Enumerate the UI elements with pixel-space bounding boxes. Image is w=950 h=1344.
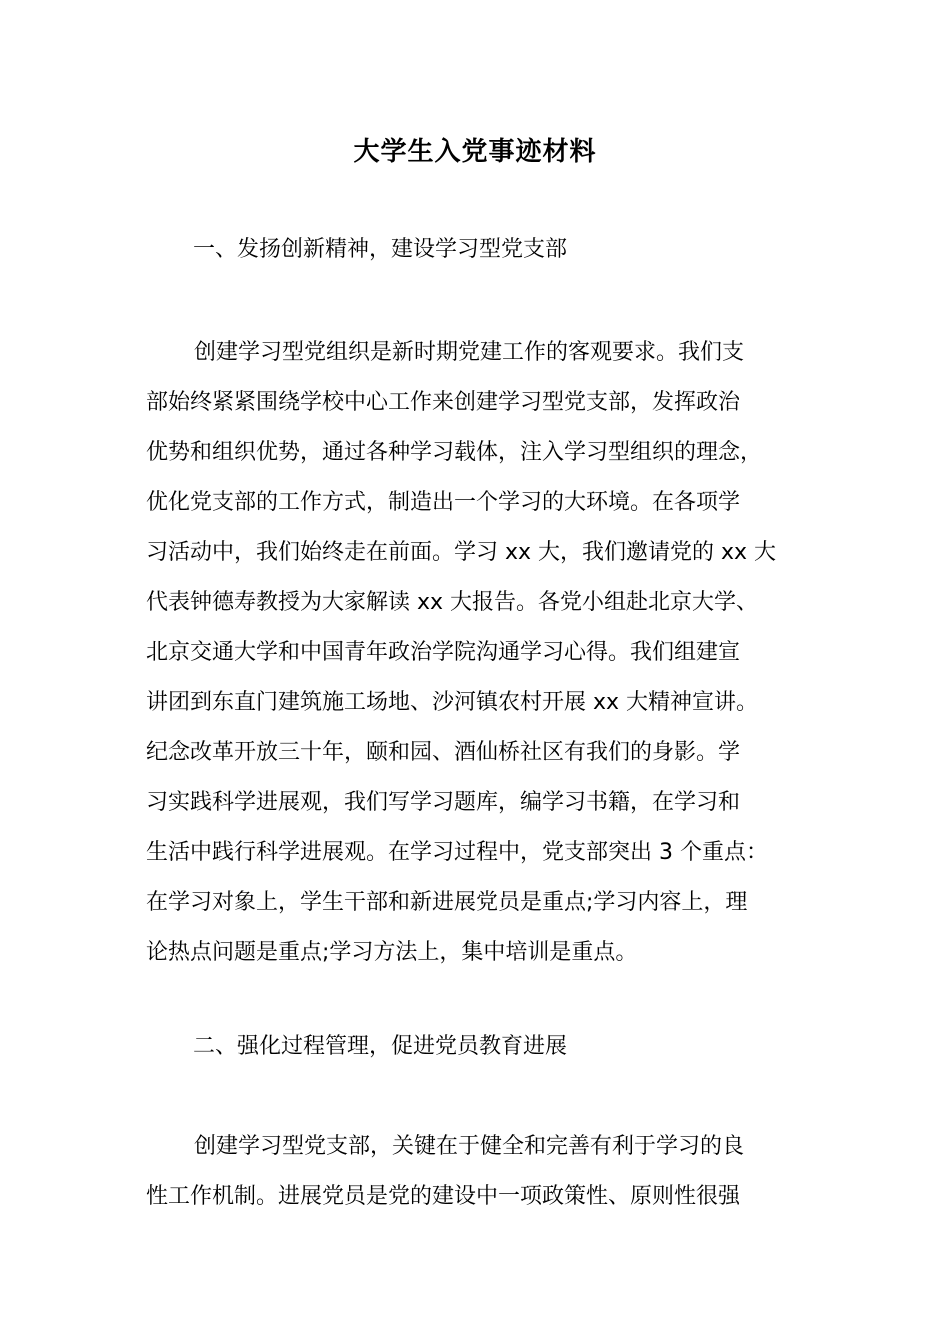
paragraph-line: 在学习对象上，学生干部和新进展党员是重点;学习内容上，理 <box>146 890 748 915</box>
paragraph-line: 习实践科学进展观，我们写学习题库，编学习书籍，在学习和 <box>146 790 741 815</box>
section-heading-1: 一、发扬创新精神，建设学习型党支部 <box>193 237 568 262</box>
paragraph-line: 部始终紧紧围绕学校中心工作来创建学习型党支部，发挥政治 <box>146 390 741 415</box>
paragraph-line: 性工作机制。进展党员是党的建设中一项政策性、原则性很强 <box>146 1184 741 1209</box>
paragraph-line: 纪念改革开放三十年，颐和园、酒仙桥社区有我们的身影。学 <box>146 740 741 765</box>
paragraph-line: 优化党支部的工作方式，制造出一个学习的大环境。在各项学 <box>146 490 741 515</box>
paragraph-line: 代表钟德寿教授为大家解读 xx 大报告。各党小组赴北京大学、 <box>146 590 759 615</box>
paragraph-line: 创建学习型党组织是新时期党建工作的客观要求。我们支 <box>194 340 745 365</box>
document-title: 大学生入党事迹材料 <box>353 137 597 167</box>
paragraph-line: 论热点问题是重点;学习方法上，集中培训是重点。 <box>146 940 638 965</box>
paragraph-line: 习活动中，我们始终走在前面。学习 xx 大，我们邀请党的 xx 大 <box>146 540 777 565</box>
paragraph-line: 创建学习型党支部，关键在于健全和完善有利于学习的良 <box>194 1134 745 1159</box>
paragraph-line: 优势和组织优势，通过各种学习载体，注入学习型组织的理念， <box>146 440 763 465</box>
section-paragraph-1 <box>146 328 826 978</box>
section-heading-2: 二、强化过程管理，促进党员教育进展 <box>193 1034 568 1059</box>
paragraph-line: 北京交通大学和中国青年政治学院沟通学习心得。我们组建宣 <box>146 640 741 665</box>
section-paragraph-2 <box>146 1122 826 1222</box>
paragraph-line: 生活中践行科学进展观。在学习过程中，党支部突出 3 个重点： <box>146 840 768 865</box>
paragraph-line: 讲团到东直门建筑施工场地、沙河镇农村开展 xx 大精神宣讲。 <box>146 690 759 715</box>
